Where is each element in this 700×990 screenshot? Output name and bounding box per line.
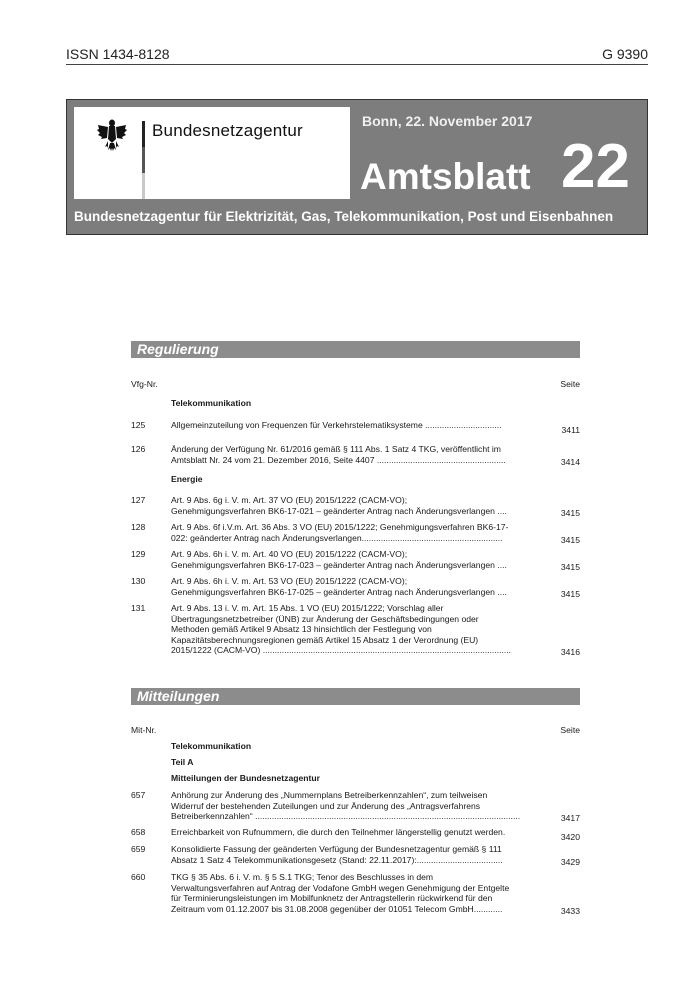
publication-subtitle: Bundesnetzagentur für Elektrizität, Gas, Telekommunikation, Post und Eisenbahnen xyxy=(74,209,614,224)
entry-line: TKG § 35 Abs. 6 i. V. m. § 5 S.1 TKG; Tenor des Beschlusses in dem xyxy=(171,872,434,882)
entry-text xyxy=(171,603,538,656)
federal-eagle-icon xyxy=(96,117,128,153)
entry-text xyxy=(171,522,538,543)
entry-line: Methoden gemäß Artikel 9 Absatz 13 hinsichtlich der Festlegung von xyxy=(171,624,432,634)
entry-page: 3415 xyxy=(560,561,580,572)
entry-page: 3414 xyxy=(560,456,580,467)
flag-stripes xyxy=(142,121,145,199)
entry-line: Art. 9 Abs. 13 i. V. m. Art. 15 Abs. 1 VO (EU) 2015/1222; Vorschlag aller xyxy=(171,603,444,613)
entry-page: 3416 xyxy=(560,647,580,657)
entry-line: 2015/1222 (CACM-VO) ........................................................................................................ xyxy=(171,645,512,655)
masthead xyxy=(66,99,648,235)
entry-line: Amtsblatt Nr. 24 vom 21. Dezember 2016, Seite 4407 ...................................................... xyxy=(171,454,506,465)
entry-page: 3415 xyxy=(560,507,580,518)
entry-line: Absatz 1 Satz 4 Telekommunikationsgesetz (Stand: 22.11.2017):.................................... xyxy=(171,854,503,865)
entry-number: 657 xyxy=(131,790,146,800)
entry-number: 660 xyxy=(131,872,146,882)
column-header-number: Mit-Nr. xyxy=(131,725,157,735)
entry-page: 3415 xyxy=(560,588,580,599)
entry-page: 3417 xyxy=(560,813,580,823)
category-heading: Energie xyxy=(171,474,203,484)
entry-text xyxy=(171,844,538,865)
top-header-line xyxy=(66,42,648,65)
entry-line: Betreiberkennzahlen“ ............................................................................................................... xyxy=(171,811,521,821)
entry-line: Genehmigungsverfahren BK6-17-025 – geänderter Antrag nach Änderungsverlangen .... xyxy=(171,586,507,597)
entry-line: Art. 9 Abs. 6f i.V.m. Art. 36 Abs. 3 VO (EU) 2015/1222; Genehmigungsverfahren BK6-17- xyxy=(171,522,509,532)
entry-line: Art. 9 Abs. 6g i. V. m. Art. 37 VO (EU) 2015/1222 (CACM-VO); xyxy=(171,495,408,505)
entry-text xyxy=(171,444,538,465)
entry-text xyxy=(171,872,538,914)
entry-text xyxy=(171,495,538,516)
entry-page: 3411 xyxy=(561,425,580,435)
entry-number: 131 xyxy=(131,603,146,613)
entry-line: 022: geänderter Antrag nach Änderungsverlangen........................................................... xyxy=(171,532,503,543)
entry-page: 3433 xyxy=(560,905,580,916)
agency-name: Bundesnetzagentur xyxy=(152,121,303,140)
entry-line: Zeitraum vom 01.12.2007 bis 31.08.2008 gegenüber der 01051 Telecom GmbH............ xyxy=(171,903,503,914)
postal-number: G 9390 xyxy=(602,46,648,62)
entry-page: 3415 xyxy=(560,534,580,545)
category-heading: Telekommunikation xyxy=(171,398,252,408)
entry-line: Art. 9 Abs. 6h i. V. m. Art. 40 VO (EU) 2015/1222 (CACM-VO); xyxy=(171,549,408,559)
entry-number: 658 xyxy=(131,827,146,837)
section-title: Regulierung xyxy=(137,341,219,357)
entry-line: für Terminierungsleistungen im Mobilfunknetz der Antragstellerin rückwirkend für den xyxy=(171,893,493,903)
publication-title: Amtsblatt xyxy=(360,156,531,197)
issue-date: Bonn, 22. November 2017 xyxy=(362,113,533,129)
entry-line: Kapazitätsberechnungsregionen gemäß Artikel 15 Absatz 1 der Verordnung (EU) xyxy=(171,634,479,645)
entry-line: Genehmigungsverfahren BK6-17-021 – geänderter Antrag nach Änderungsverlangen .... xyxy=(171,505,507,516)
entry-line: Übertragungsnetzbetreiber (ÜNB) zur Änderung der Geschäftsbedingungen oder xyxy=(171,613,479,624)
agency-logo xyxy=(74,107,350,199)
entry-line: Konsolidierte Fassung der geänderten Verfügung der Bundesnetzagentur gemäß § 111 xyxy=(171,844,502,854)
section-header-regulierung xyxy=(131,341,580,358)
entry-line: Erreichbarkeit von Rufnummern, die durch den Teilnehmer längerstellig genutzt werden. xyxy=(171,827,506,837)
entry-number: 126 xyxy=(131,444,146,454)
entry-line: Genehmigungsverfahren BK6-17-023 – geänderter Antrag nach Änderungsverlangen .... xyxy=(171,559,507,570)
entry-line: Art. 9 Abs. 6h i. V. m. Art. 53 VO (EU) 2015/1222 (CACM-VO); xyxy=(171,576,408,586)
entry-line: Widerruf der bestehenden Zuteilungen und zur Änderung des „Antragsverfahrens xyxy=(171,800,481,811)
entry-number: 127 xyxy=(131,495,146,505)
entry-line: Anhörung zur Änderung des „Nummernplans Betreiberkennzahlen“, zum teilweisen xyxy=(171,790,488,800)
entry-text xyxy=(171,790,538,822)
entry-number: 125 xyxy=(131,420,146,430)
entry-text xyxy=(171,576,538,597)
section-header-mitteilungen xyxy=(131,688,580,705)
column-header-page: Seite xyxy=(560,725,580,735)
entry-page: 3420 xyxy=(560,832,580,842)
entry-page: 3429 xyxy=(560,856,580,867)
column-header-page: Seite xyxy=(560,379,580,389)
entry-number: 130 xyxy=(131,576,146,586)
entry-line: Verwaltungsverfahren auf Antrag der Vodafone GmbH wegen Genehmigung der Entgelte xyxy=(171,882,510,893)
issn-number: ISSN 1434-8128 xyxy=(66,46,170,62)
issue-number: 22 xyxy=(561,132,630,201)
entry-number: 659 xyxy=(131,844,146,854)
entry-line: Änderung der Verfügung Nr. 61/2016 gemäß § 111 Abs. 1 Satz 4 TKG, veröffentlicht im xyxy=(171,444,501,454)
entry-number: 128 xyxy=(131,522,146,532)
category-heading: Mitteilungen der Bundesnetzagentur xyxy=(171,773,320,783)
section-title: Mitteilungen xyxy=(137,688,220,704)
column-header-number: Vfg-Nr. xyxy=(131,379,158,389)
entry-text xyxy=(171,549,538,570)
category-heading: Telekommunikation xyxy=(171,741,252,751)
entry-line: Allgemeinzuteilung von Frequenzen für Verkehrstelematiksysteme ................................ xyxy=(171,420,502,430)
entry-text xyxy=(171,420,538,431)
category-heading: Teil A xyxy=(171,757,194,767)
entry-text xyxy=(171,827,538,838)
entry-number: 129 xyxy=(131,549,146,559)
